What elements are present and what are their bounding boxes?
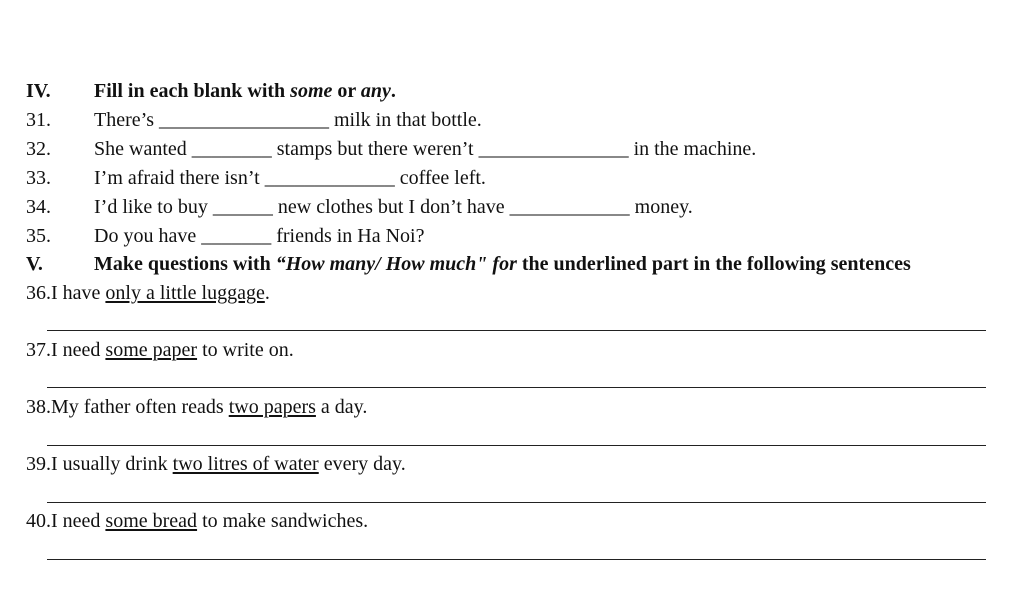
title-text: Fill in each blank with	[94, 80, 291, 102]
underlined-part: two papers	[228, 396, 316, 418]
section-number: V.	[26, 253, 43, 275]
underlined-part: some paper	[105, 339, 198, 361]
blank[interactable]: ____________	[509, 196, 630, 218]
blank[interactable]: _________________	[158, 109, 329, 131]
text-part: .	[264, 282, 270, 304]
text-part: friends in Ha Noi?	[271, 225, 425, 247]
exercise-number: 32.	[26, 138, 51, 160]
exercise-number: 33.	[26, 167, 51, 189]
text-part: new clothes but I don’t have	[272, 196, 510, 218]
blank[interactable]: ________	[191, 138, 272, 160]
underlined-part: two litres of water	[172, 453, 319, 475]
question-text	[26, 281, 270, 305]
text-part: She wanted	[94, 138, 192, 160]
text-part: to make sandwiches.	[197, 510, 369, 532]
text-part: 36.I have	[26, 282, 106, 304]
exercise-number: 34.	[26, 196, 51, 218]
question-text	[26, 395, 367, 419]
underlined-part: some bread	[105, 510, 198, 532]
answer-line-38[interactable]	[47, 445, 986, 446]
title-end: .	[390, 80, 396, 102]
blank[interactable]: _____________	[264, 167, 395, 189]
exercise-number: 35.	[26, 225, 51, 247]
answer-line-39[interactable]	[47, 502, 986, 503]
answer-line-36[interactable]	[47, 330, 986, 331]
text-part: Do you have	[94, 225, 202, 247]
question-text	[26, 509, 368, 533]
section-number: IV.	[26, 80, 51, 102]
title-quote: “How many/ How much"	[275, 253, 488, 275]
text-part: 40.I need	[26, 510, 106, 532]
title-some: some	[290, 80, 333, 102]
text-part: every day.	[318, 453, 406, 475]
section-title	[94, 79, 396, 103]
text-part: I’m afraid there isn’t	[94, 167, 265, 189]
question-text	[26, 452, 406, 476]
underlined-part: only a little luggage	[105, 282, 265, 304]
exercise-text	[94, 224, 425, 248]
text-part: to write on.	[197, 339, 294, 361]
title-text: the underlined part in the following sentences	[516, 253, 911, 275]
text-part: money.	[629, 196, 693, 218]
text-part: 37.I need	[26, 339, 106, 361]
exercise-text	[94, 166, 486, 190]
text-part: 39.I usually drink	[26, 453, 173, 475]
title-text: Make questions with	[94, 253, 276, 275]
text-part: milk in that bottle.	[328, 109, 482, 131]
text-part: coffee left.	[394, 167, 486, 189]
text-part: stamps but there weren’t	[271, 138, 479, 160]
question-text	[26, 338, 294, 362]
exercise-text	[94, 137, 756, 161]
answer-line-37[interactable]	[47, 387, 986, 388]
section-title	[94, 252, 911, 276]
exercise-text	[94, 108, 482, 132]
text-part: I’d like to buy	[94, 196, 213, 218]
title-or: or	[332, 80, 361, 102]
blank[interactable]: _______________	[478, 138, 629, 160]
exercise-number: 31.	[26, 109, 51, 131]
answer-line-40[interactable]	[47, 559, 986, 560]
exercise-text	[94, 195, 693, 219]
text-part: There’s	[94, 109, 159, 131]
blank[interactable]: _______	[201, 225, 272, 247]
title-for: for	[492, 253, 517, 275]
text-part: 38.My father often reads	[26, 396, 229, 418]
text-part: a day.	[315, 396, 368, 418]
text-part: in the machine.	[628, 138, 757, 160]
title-any: any	[360, 80, 391, 102]
blank[interactable]: ______	[212, 196, 273, 218]
